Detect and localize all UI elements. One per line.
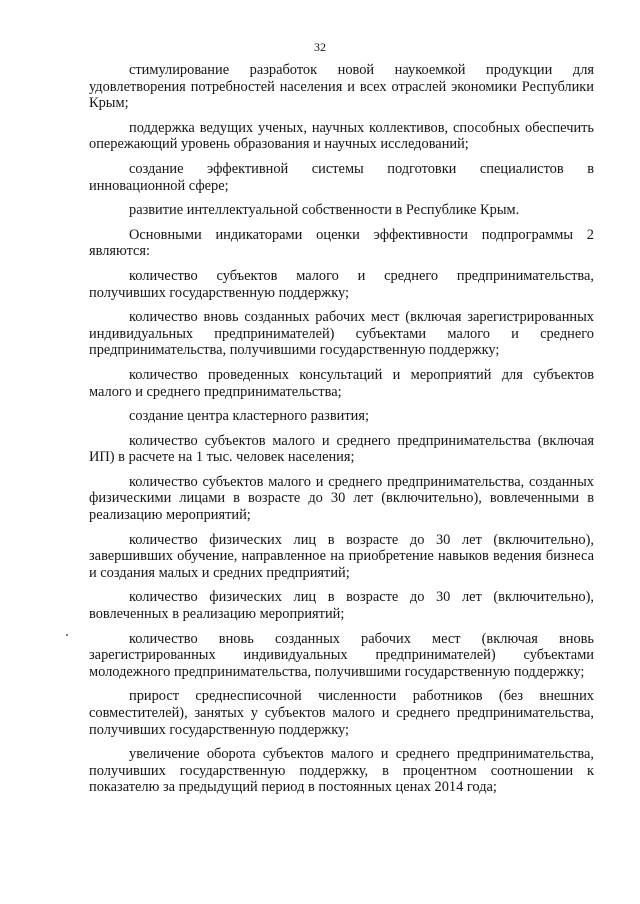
paragraph-indicators-intro: Основными индикаторами оценки эффективности подпрограммы 2 являются: bbox=[89, 226, 594, 260]
paragraph-indicator-turnover-growth: увеличение оборота субъектов малого и среднего предпринимательства, получивших государственную поддержку, в процентном соотношении к показателю за предыдущий период в постоянных ценах 2014 года; bbox=[89, 746, 594, 796]
paragraph-goal-specialist-training: создание эффективной системы подготовки специалистов в инновационной сфере; bbox=[89, 160, 594, 194]
paragraph-indicator-youth-created-sme: количество субъектов малого и среднего предпринимательства, созданных физическими лицами в возрасте до 30 лет (включительно), вовлеченными в реализацию мероприятий; bbox=[89, 473, 594, 524]
paragraph-goal-scientists-support: поддержка ведущих ученых, научных коллективов, способных обеспечить опережающий уровень образования и научных исследований; bbox=[89, 119, 594, 153]
paragraph-indicator-youth-involved: количество физических лиц в возрасте до 30 лет (включительно), вовлеченных в реализацию мероприятий; bbox=[89, 589, 594, 623]
margin-mark bbox=[66, 634, 68, 636]
paragraph-indicator-new-jobs: количество вновь созданных рабочих мест (включая зарегистрированных индивидуальных предпринимателей) субъектами малого и среднего предпринимательства, получившими государственную поддержку; bbox=[89, 309, 594, 359]
paragraph-goal-innovative-products: стимулирование разработок новой наукоемкой продукции для удовлетворения потребностей населения и всех отраслей экономики Республики Крым; bbox=[89, 62, 594, 112]
paragraph-indicator-supported-sme: количество субъектов малого и среднего предпринимательства, получивших государственную поддержку; bbox=[89, 267, 594, 301]
document-body bbox=[89, 62, 594, 804]
paragraph-indicator-youth-trained: количество физических лиц в возрасте до 30 лет (включительно), завершивших обучение, направленное на приобретение навыков ведения бизнеса и создания малых и средних предприятий; bbox=[89, 531, 594, 581]
paragraph-indicator-cluster-center: создание центра кластерного развития; bbox=[129, 408, 369, 425]
paragraph-indicator-headcount-growth: прирост среднесписочной численности работников (без внешних совместителей), занятых у субъектов малого и среднего предпринимательства, получивших государственную поддержку; bbox=[89, 688, 594, 738]
paragraph-goal-intellectual-property: развитие интеллектуальной собственности в Республике Крым. bbox=[129, 202, 520, 219]
paragraph-indicator-consultations: количество проведенных консультаций и мероприятий для субъектов малого и среднего предпринимательства; bbox=[89, 366, 594, 400]
paragraph-indicator-youth-new-jobs: количество вновь созданных рабочих мест (включая вновь зарегистрированных индивидуальных предпринимателей) субъектами молодежного предпринимательства, получившими государственную поддержку; bbox=[89, 630, 594, 680]
paragraph-indicator-sme-per-thousand: количество субъектов малого и среднего предпринимательства (включая ИП) в расчете на 1 тыс. человек населения; bbox=[89, 432, 594, 466]
page-number: 32 bbox=[314, 40, 326, 54]
